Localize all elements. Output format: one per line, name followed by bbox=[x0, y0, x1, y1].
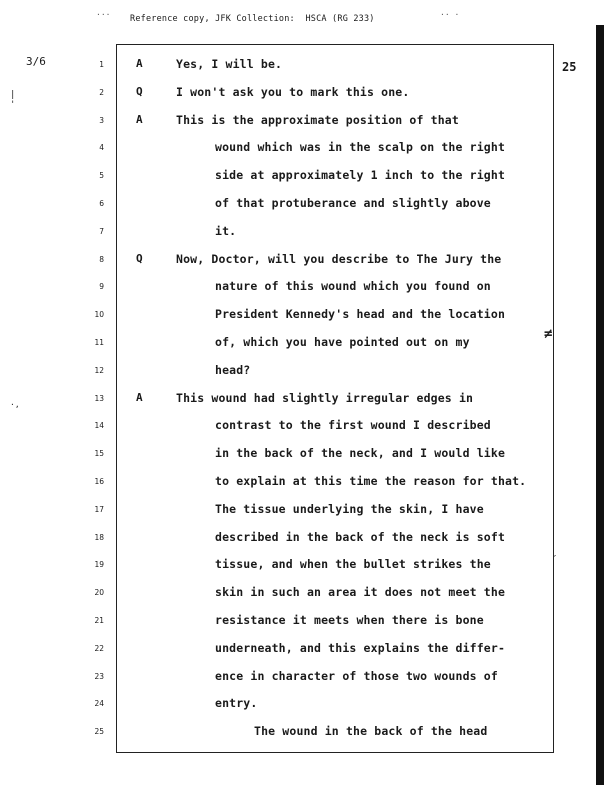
transcript-line: to explain at this time the reason for that. bbox=[215, 474, 527, 488]
line-number: 15 bbox=[94, 449, 104, 459]
transcript-line: head? bbox=[215, 362, 251, 377]
margin-note: 3/6 bbox=[26, 55, 46, 68]
transcript-line: wound which was in the scalp on the right bbox=[215, 140, 506, 155]
transcript-line: President Kennedy's head and the location bbox=[215, 307, 506, 322]
transcript-line: underneath, and this explains the differ- bbox=[215, 640, 506, 655]
transcript-line: side at approximately 1 inch to the right bbox=[215, 168, 506, 183]
line-number: 24 bbox=[94, 699, 104, 709]
scan-edge-bar bbox=[596, 25, 604, 785]
margin-mark: ≠ bbox=[544, 326, 553, 342]
transcript-line: contrast to the first wound I described bbox=[215, 418, 491, 433]
line-number: 5 bbox=[99, 171, 104, 181]
line-number: 11 bbox=[94, 338, 104, 347]
line-number: 7 bbox=[99, 226, 104, 236]
line-number: 22 bbox=[94, 643, 104, 653]
scan-speck: ··· bbox=[96, 10, 111, 19]
line-number: 17 bbox=[94, 504, 104, 514]
transcript-line: described in the back of the neck is soft bbox=[215, 529, 506, 544]
margin-tick: ' bbox=[10, 100, 16, 110]
transcript-line: The wound in the back of the head bbox=[254, 724, 488, 739]
line-number: 18 bbox=[94, 532, 104, 542]
scan-speck: ·· · bbox=[440, 10, 460, 19]
line-number: 23 bbox=[94, 671, 104, 681]
line-number: 20 bbox=[94, 588, 104, 598]
margin-tick: | bbox=[10, 90, 16, 100]
line-number: 19 bbox=[94, 560, 104, 570]
line-number: 6 bbox=[99, 199, 104, 208]
line-number: 12 bbox=[94, 365, 104, 375]
transcript-line: nature of this wound which you found on bbox=[215, 279, 491, 294]
transcript-line: Yes, I will be. bbox=[176, 57, 283, 71]
line-number: 3 bbox=[99, 115, 104, 125]
transcript-line: The tissue underlying the skin, I have bbox=[215, 501, 484, 516]
transcript-line: This is the approximate position of that bbox=[176, 112, 459, 127]
margin-mark: ′ bbox=[552, 554, 559, 565]
transcript-line: entry. bbox=[215, 696, 258, 711]
line-number: 25 bbox=[94, 727, 104, 737]
line-number: 16 bbox=[94, 477, 104, 486]
speaker-label: A bbox=[136, 57, 143, 70]
transcript-line: This wound had slightly irregular edges in bbox=[176, 390, 474, 405]
transcript-line: Now, Doctor, will you describe to The Jury the bbox=[176, 251, 502, 266]
margin-tick: ·, bbox=[10, 400, 20, 409]
speaker-label: Q bbox=[136, 84, 143, 98]
transcript-line: ence in character of those two wounds of bbox=[215, 668, 498, 683]
line-number: 13 bbox=[94, 393, 104, 403]
transcript-line: of, which you have pointed out on my bbox=[215, 335, 470, 349]
line-number: 4 bbox=[99, 143, 104, 153]
line-number: 14 bbox=[94, 421, 104, 431]
transcript-line: it. bbox=[215, 223, 237, 238]
line-number: 1 bbox=[99, 60, 104, 69]
transcript-line: tissue, and when the bullet strikes the bbox=[215, 557, 491, 572]
speaker-label: Q bbox=[136, 251, 143, 265]
transcript-line: I won't ask you to mark this one. bbox=[176, 84, 410, 99]
line-number: 2 bbox=[99, 87, 104, 97]
speaker-label: A bbox=[136, 390, 143, 404]
transcript-line: resistance it meets when there is bone bbox=[215, 613, 484, 627]
line-number: 21 bbox=[94, 616, 104, 625]
transcript-line: skin in such an area it does not meet the bbox=[215, 585, 506, 600]
line-number: 8 bbox=[99, 254, 104, 264]
line-number: 10 bbox=[94, 310, 104, 320]
line-number: 9 bbox=[99, 282, 104, 292]
document-header: Reference copy, JFK Collection: HSCA (RG 233) bbox=[130, 14, 375, 24]
page-number: 25 bbox=[562, 60, 577, 74]
transcript-line: in the back of the neck, and I would like bbox=[215, 446, 506, 461]
transcript-line: of that protuberance and slightly above bbox=[215, 196, 491, 210]
speaker-label: A bbox=[136, 112, 143, 126]
